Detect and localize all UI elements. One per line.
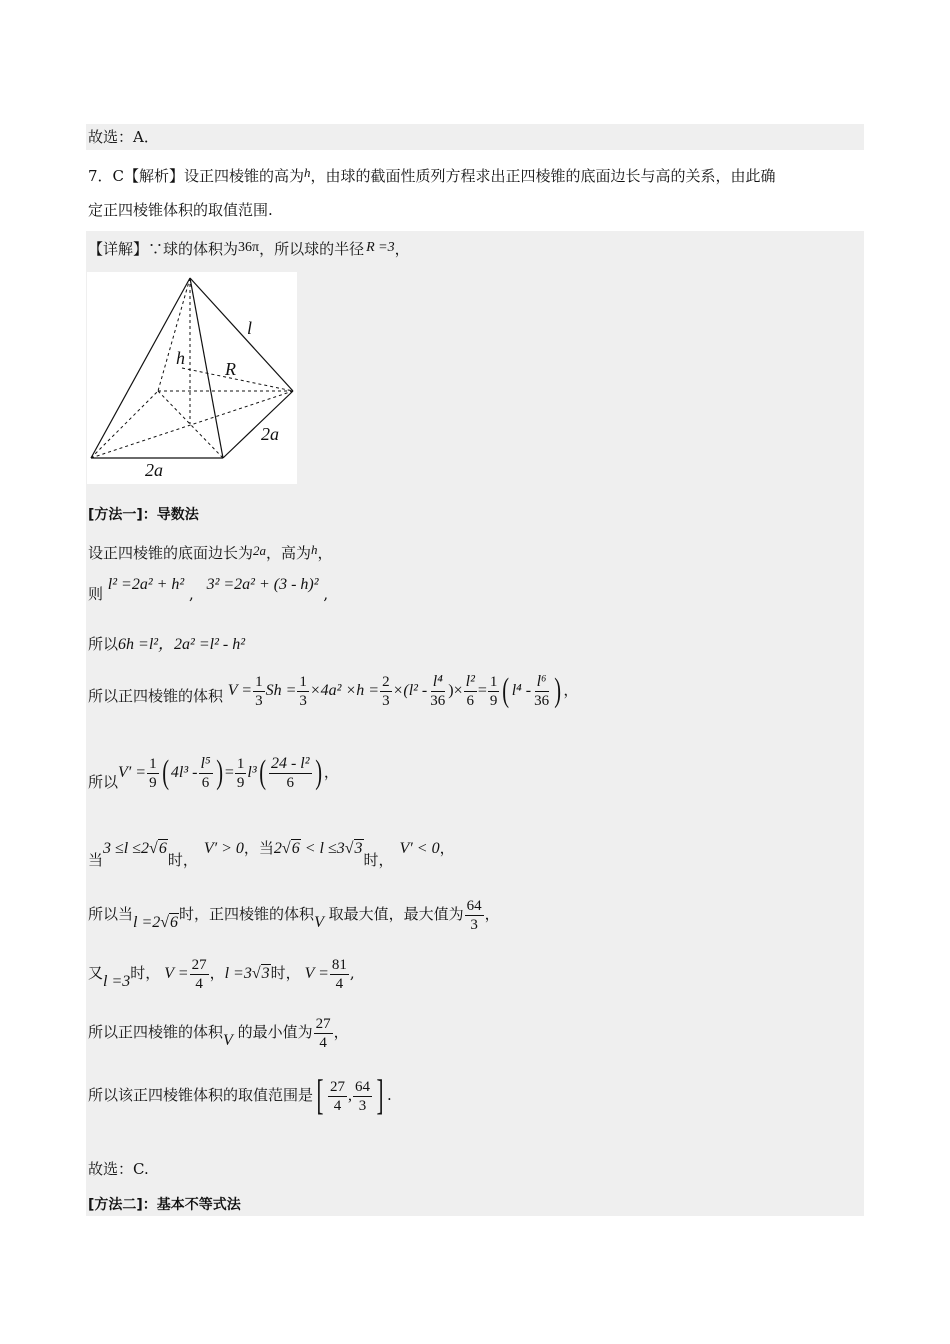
m1-l9-V: V bbox=[223, 1032, 233, 1049]
label-l: l bbox=[247, 318, 253, 338]
frac-64-3-a bbox=[465, 897, 484, 934]
label-side-bottom: 2a bbox=[145, 460, 163, 480]
frac-den: 4 bbox=[319, 1034, 327, 1051]
frac-den: 9 bbox=[489, 692, 498, 709]
comma-8: , bbox=[349, 964, 355, 982]
range-comma: , bbox=[348, 1087, 353, 1104]
detail-prefix: 【详解】∵球的体积为 bbox=[88, 240, 239, 258]
m1-line3 bbox=[88, 634, 245, 655]
m1-l7-prefix: 所以当 bbox=[88, 905, 134, 923]
deriv-negative: V′ < 0 bbox=[399, 840, 440, 857]
frac-1-9-a bbox=[488, 673, 500, 710]
frac-den: 3 bbox=[299, 692, 307, 709]
frac-den: 4 bbox=[195, 975, 203, 992]
frac-num: 1 bbox=[299, 673, 307, 690]
deriv-V: V′ = bbox=[118, 764, 147, 781]
frac-num: l⁴ bbox=[432, 672, 443, 690]
m1-l3-prefix: 所以 bbox=[88, 635, 119, 653]
frac-l4-36 bbox=[428, 673, 447, 710]
frac-den: 3 bbox=[382, 692, 390, 709]
eq-pythagoras-1: l² =2a² + h² bbox=[107, 576, 185, 593]
vol-times: )× bbox=[448, 682, 463, 699]
frac-l5-6 bbox=[199, 755, 213, 792]
m1-l8-prefix: 又 bbox=[88, 964, 104, 982]
edge-hidden bbox=[158, 278, 190, 391]
frac-27-4-b bbox=[314, 1015, 333, 1052]
detail-mid: ，所以球的半径 bbox=[259, 240, 365, 258]
deriv-4l3: 4l³ - bbox=[170, 764, 198, 781]
vol-4a2h: ×4a² ×h = bbox=[309, 682, 380, 699]
detail-end: ， bbox=[394, 240, 410, 258]
m1-l9-prefix: 所以正四棱锥的体积 bbox=[88, 1023, 224, 1041]
frac-24-l2-6 bbox=[269, 755, 312, 792]
answer-c-text: 故选：C. bbox=[88, 1160, 149, 1178]
method2-title bbox=[88, 1195, 241, 1215]
m1-line8 bbox=[88, 953, 355, 997]
label-side-right: 2a bbox=[261, 424, 279, 444]
q7-line2 bbox=[88, 200, 273, 220]
vol-l4: l⁴ - bbox=[511, 682, 532, 699]
comma-9: ， bbox=[333, 1023, 349, 1041]
m1-line5 bbox=[88, 752, 339, 796]
deriv-positive: V′ > 0 bbox=[203, 840, 244, 857]
m1-l1-b: ，高为 bbox=[266, 544, 312, 562]
frac-den: 9 bbox=[236, 774, 245, 791]
frac-num: 27 bbox=[315, 1015, 331, 1032]
period: . bbox=[387, 1086, 392, 1104]
answer-a-text: 故选：A． bbox=[88, 128, 159, 146]
comma-7: ， bbox=[209, 964, 225, 982]
frac-64-3-b bbox=[353, 1078, 372, 1115]
frac-num: l⁵ bbox=[200, 754, 211, 772]
frac-num: 1 bbox=[149, 755, 157, 772]
paren-close: ) bbox=[554, 672, 562, 709]
paren-close: ) bbox=[314, 754, 322, 791]
base-right bbox=[223, 391, 293, 458]
m1-line7 bbox=[88, 894, 500, 938]
frac-27-4-c bbox=[328, 1078, 347, 1115]
frac-den: 3 bbox=[358, 1097, 367, 1114]
edge-front-right bbox=[190, 278, 223, 458]
sqrt-6-b: √6 bbox=[281, 840, 300, 857]
sqrt-6-a: √6 bbox=[149, 840, 167, 857]
m1-l8-shi2: 时， bbox=[270, 964, 301, 982]
m1-l6-prefix: 当 bbox=[88, 851, 104, 869]
m1-line2 bbox=[88, 574, 328, 604]
frac-den: 4 bbox=[335, 975, 344, 992]
frac-num: 64 bbox=[466, 897, 482, 914]
pyramid-diagram bbox=[87, 272, 297, 484]
m1-l1-2a: 2a bbox=[253, 543, 267, 558]
frac-num: 27 bbox=[191, 956, 207, 973]
sphere-volume: 36π bbox=[238, 240, 260, 255]
frac-den: 36 bbox=[534, 692, 550, 709]
m1-line9 bbox=[88, 1012, 349, 1056]
method1-title-text: [方法一]：导数法 bbox=[88, 507, 199, 523]
V-eq-a: V = bbox=[160, 965, 189, 982]
frac-num: 1 bbox=[236, 755, 245, 772]
V-eq-b: V = bbox=[300, 965, 329, 982]
interval-1: 3 ≤l ≤2 bbox=[103, 840, 150, 857]
frac-den: 3 bbox=[470, 916, 478, 933]
paren-open: ( bbox=[161, 754, 169, 791]
l-eq-3sqrt3: l =3 bbox=[224, 965, 252, 982]
q7-line1 bbox=[88, 163, 776, 186]
m1-l1-c: ， bbox=[317, 544, 333, 562]
comma-3: ， bbox=[563, 681, 579, 699]
pyramid-figure bbox=[87, 272, 297, 484]
frac-27-4-a bbox=[190, 956, 209, 993]
radius-value: R =3 bbox=[366, 240, 395, 255]
m1-l4-prefix: 所以正四棱锥的体积 bbox=[88, 687, 224, 705]
q7-rest: ，由球的截面性质列方程求出正四棱锥的底面边长与高的关系，由此确 bbox=[310, 167, 776, 185]
radius-line bbox=[182, 368, 293, 391]
label-h: h bbox=[176, 348, 185, 368]
comma-2: , bbox=[323, 585, 329, 603]
m1-l8-shi1: 时， bbox=[130, 964, 161, 982]
m1-l6-shi1: 时， bbox=[167, 851, 198, 869]
frac-2-3 bbox=[380, 673, 392, 710]
m1-l6-shi2: 时， bbox=[363, 851, 394, 869]
comma-6: ， bbox=[484, 905, 500, 923]
sqrt-3-a: √3 bbox=[344, 840, 363, 857]
answer-c-line bbox=[88, 1159, 149, 1179]
interval-2b: < l ≤3 bbox=[300, 840, 345, 857]
comma-1: , bbox=[189, 585, 194, 603]
frac-den: 6 bbox=[466, 692, 474, 709]
frac-num: 1 bbox=[255, 673, 263, 690]
frac-den: 3 bbox=[255, 692, 263, 709]
frac-1-9-b bbox=[147, 755, 159, 792]
bracket-close: ] bbox=[376, 1073, 384, 1119]
method1-title bbox=[88, 505, 199, 525]
eq-pythagoras-2: 3² =2a² + (3 - h)² bbox=[206, 576, 319, 593]
l-equals: l =2 bbox=[133, 914, 161, 931]
paren-close: ) bbox=[215, 754, 223, 791]
frac-num: 27 bbox=[330, 1078, 346, 1095]
interval-2: 2 bbox=[273, 840, 282, 857]
edge-back-right bbox=[190, 278, 293, 391]
frac-l6-36 bbox=[532, 673, 551, 710]
vol-V: V = bbox=[227, 682, 253, 699]
frac-num: 81 bbox=[331, 956, 347, 973]
m1-l7-mid: 时，正四棱锥的体积 bbox=[179, 905, 315, 923]
m1-l1-a: 设正四棱锥的底面边长为 bbox=[88, 544, 254, 562]
comma-5: ， bbox=[439, 839, 455, 857]
frac-num: 24 - l² bbox=[270, 754, 310, 772]
label-R: R bbox=[225, 359, 236, 379]
frac-den: 9 bbox=[149, 774, 157, 791]
bracket-open: [ bbox=[316, 1073, 324, 1119]
m1-line1 bbox=[88, 540, 333, 563]
comma-4: ， bbox=[323, 763, 339, 781]
eq-relation: 6h =l²，2a² =l² - h² bbox=[118, 636, 246, 653]
q7-h-var: h bbox=[304, 165, 311, 180]
deriv-eq: = bbox=[224, 764, 234, 781]
shade-top bbox=[86, 124, 864, 150]
sqrt-3-b: √3 bbox=[251, 965, 270, 982]
detail-line bbox=[88, 238, 410, 259]
vol-l2: ×(l² - bbox=[392, 682, 428, 699]
m1-l10-prefix: 所以该正四棱锥体积的取值范围是 bbox=[88, 1086, 314, 1104]
deriv-l3: l³ bbox=[247, 764, 257, 781]
m1-l7-V: V bbox=[314, 914, 324, 931]
vol-eq: = bbox=[477, 682, 487, 699]
frac-num: l² bbox=[465, 672, 475, 690]
method2-title-text: [方法二]：基本不等式法 bbox=[88, 1197, 241, 1213]
frac-l2-6 bbox=[464, 673, 477, 710]
paren-open: ( bbox=[502, 672, 510, 709]
frac-den: 4 bbox=[333, 1097, 342, 1114]
vol-Sh: Sh = bbox=[265, 682, 297, 699]
frac-den: 6 bbox=[201, 774, 210, 791]
m1-l2-prefix: 则 bbox=[88, 585, 104, 603]
q7-prefix: 7．C【解析】设正四棱锥的高为 bbox=[88, 167, 305, 185]
frac-1-9-c bbox=[235, 755, 247, 792]
sqrt-6-c: √6 bbox=[160, 914, 179, 931]
frac-1-3-b bbox=[297, 673, 309, 710]
base-left-hidden bbox=[91, 391, 158, 458]
m1-line10 bbox=[88, 1073, 392, 1121]
frac-num: 2 bbox=[382, 673, 390, 690]
paren-open: ( bbox=[258, 754, 266, 791]
m1-l6-dang2: ，当 bbox=[243, 839, 274, 857]
frac-den: 6 bbox=[286, 774, 294, 791]
m1-line6 bbox=[88, 838, 455, 870]
m1-l9-min: 的最小值为 bbox=[237, 1023, 313, 1041]
l-eq-3: l =3 bbox=[103, 973, 131, 990]
frac-81-4 bbox=[330, 956, 349, 993]
m1-l5-prefix: 所以 bbox=[88, 773, 119, 791]
frac-num: l⁶ bbox=[536, 672, 547, 690]
frac-num: 1 bbox=[489, 673, 498, 690]
frac-num: 64 bbox=[355, 1078, 371, 1095]
m1-l7-max: 取最大值，最大值为 bbox=[328, 905, 464, 923]
frac-1-3-a bbox=[253, 673, 265, 710]
frac-den: 36 bbox=[430, 692, 446, 709]
m1-line4 bbox=[88, 670, 578, 714]
m1-l1-h: h bbox=[311, 542, 318, 557]
answer-a-line bbox=[88, 127, 159, 147]
q7-line2-text: 定正四棱锥体积的取值范围. bbox=[88, 201, 273, 219]
edge-front-left bbox=[91, 278, 190, 458]
